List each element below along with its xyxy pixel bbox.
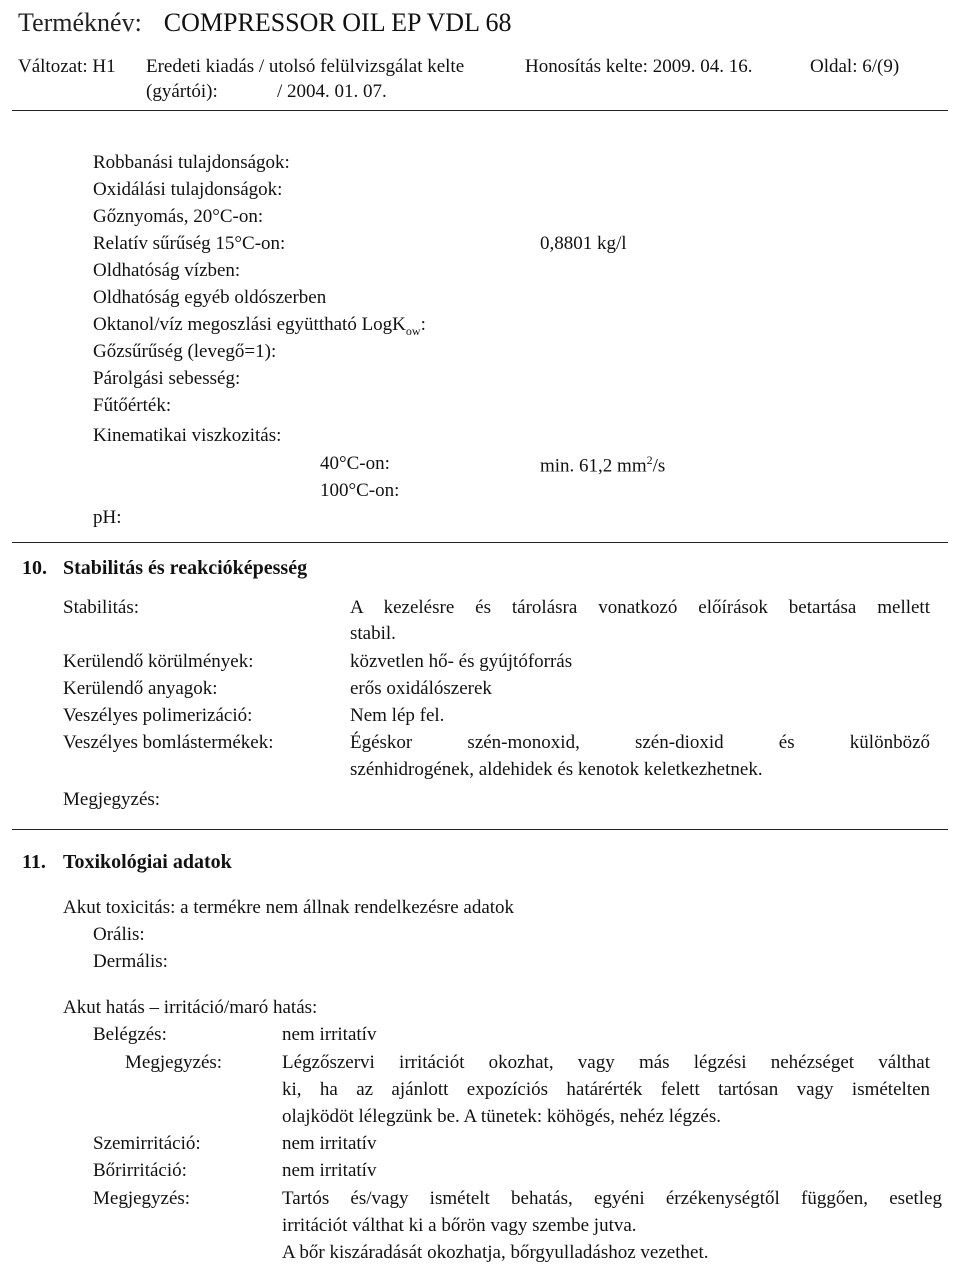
prop-water-solubility: Oldhatóság vízben: <box>93 260 241 281</box>
eye-irritation-value: nem irritatív <box>282 1133 377 1154</box>
prop-ph: pH: <box>93 507 122 528</box>
avoid-materials-label: Kerülendő anyagok: <box>63 678 218 699</box>
original-issue-label: Eredeti kiadás / utolsó felülvizsgálat kelte <box>146 56 465 77</box>
eye-irritation-label: Szemirritáció: <box>93 1133 201 1154</box>
section-10-number: 10. <box>22 557 47 579</box>
skin-irritation-label: Bőrirritáció: <box>93 1160 187 1181</box>
section-10-title: Stabilitás és reakcióképesség <box>63 557 308 579</box>
section-10-note-label: Megjegyzés: <box>63 789 161 810</box>
original-issue-date: / 2004. 01. 07. <box>277 81 387 102</box>
version: Változat: H1 <box>18 56 116 77</box>
prop-kinematic-viscosity: Kinematikai viszkozitás: <box>93 425 282 446</box>
skin-irritation-value: nem irritatív <box>282 1160 377 1181</box>
header-rule <box>12 110 948 111</box>
prop-at-100: 100°C-on: <box>320 480 400 501</box>
decomposition-value-line2: szénhidrogének, aldehidek és kenotok keletkezhetnek. <box>350 759 763 780</box>
prop-at-40-value <box>540 453 665 477</box>
stability-value-line2: stabil. <box>350 623 396 644</box>
note2-line3: A bőr kiszáradását okozhatja, bőrgyulladáshoz vezethet. <box>282 1242 709 1263</box>
note1-line3: olajködöt lélegzünk be. A tünetek: köhögés, nehéz légzés. <box>282 1106 721 1127</box>
prop-logk-sub: ow <box>405 323 421 338</box>
stability-value-line1: A kezelésre és tárolásra vonatkozó előírások betartása mellett <box>350 597 930 618</box>
decomposition-label: Veszélyes bomlástermékek: <box>63 732 274 753</box>
inhalation-value: nem irritatív <box>282 1024 377 1045</box>
nationalization-date: Honosítás kelte: 2009. 04. 16. <box>525 56 753 77</box>
note2-line2: irritációt válthat ki a bőrön vagy szembe jutva. <box>282 1215 637 1236</box>
prop-vapor-density: Gőzsűrűség (levegő=1): <box>93 341 277 362</box>
note1-line2: ki, ha az ajánlott expozíciós határérték felett tartósan vagy ismételten <box>282 1079 930 1100</box>
prop-logk-label: Oktanol/víz megoszlási együttható LogK <box>93 314 406 335</box>
dermal-label: Dermális: <box>93 951 168 972</box>
prop-oxidizing: Oxidálási tulajdonságok: <box>93 179 283 200</box>
section-11-title: Toxikológiai adatok <box>63 851 232 873</box>
polymerization-value: Nem lép fel. <box>350 705 445 726</box>
inhalation-label: Belégzés: <box>93 1024 167 1045</box>
prop-evaporation-rate: Párolgási sebesség: <box>93 368 241 389</box>
section-rule-11 <box>12 829 948 830</box>
product-name-label: Terméknév: <box>18 8 142 37</box>
note1-line1: Légzőszervi irritációt okozhat, vagy más légzési nehézséget válthat <box>282 1052 930 1073</box>
viscosity-unit: /s <box>652 455 666 477</box>
stability-label: Stabilitás: <box>63 597 139 618</box>
prop-other-solubility: Oldhatóság egyéb oldószerben <box>93 287 327 308</box>
prop-relative-density-value: 0,8801 kg/l <box>540 233 627 254</box>
prop-vapor-pressure: Gőznyomás, 20°C-on: <box>93 206 264 227</box>
avoid-conditions-label: Kerülendő körülmények: <box>63 651 254 672</box>
note1-label: Megjegyzés: <box>125 1052 223 1073</box>
oral-label: Orális: <box>93 924 145 945</box>
prop-calorific: Fűtőérték: <box>93 395 172 416</box>
prop-explosive: Robbanási tulajdonságok: <box>93 152 290 173</box>
avoid-materials-value: erős oxidálószerek <box>350 678 492 699</box>
original-issue-label-2: (gyártói): <box>146 81 218 102</box>
acute-toxicity: Akut toxicitás: a termékre nem állnak rendelkezésre adatok <box>63 897 515 918</box>
acute-effect-heading: Akut hatás – irritáció/maró hatás: <box>63 997 318 1018</box>
section-rule-10 <box>12 542 948 543</box>
section-11-number: 11. <box>22 851 46 873</box>
viscosity-exponent: 2 <box>646 453 653 467</box>
note2-line1: Tartós és/vagy ismételt behatás, egyéni érzékenységtől függően, esetleg <box>282 1188 942 1209</box>
prop-at-40: 40°C-on: <box>320 453 390 474</box>
page-number: Oldal: 6/(9) <box>810 56 900 77</box>
viscosity-value: min. 61,2 mm <box>540 455 647 477</box>
document-header-title <box>18 8 511 38</box>
note2-label: Megjegyzés: <box>93 1188 191 1209</box>
polymerization-label: Veszélyes polimerizáció: <box>63 705 253 726</box>
prop-logk-colon: : <box>420 314 426 335</box>
prop-relative-density: Relatív sűrűség 15°C-on: <box>93 233 286 254</box>
product-name: COMPRESSOR OIL EP VDL 68 <box>163 8 512 37</box>
prop-logk <box>93 314 426 339</box>
decomposition-value-line1: Égéskor szén-monoxid, szén-dioxid és különböző <box>350 732 930 753</box>
avoid-conditions-value: közvetlen hő- és gyújtóforrás <box>350 651 573 672</box>
